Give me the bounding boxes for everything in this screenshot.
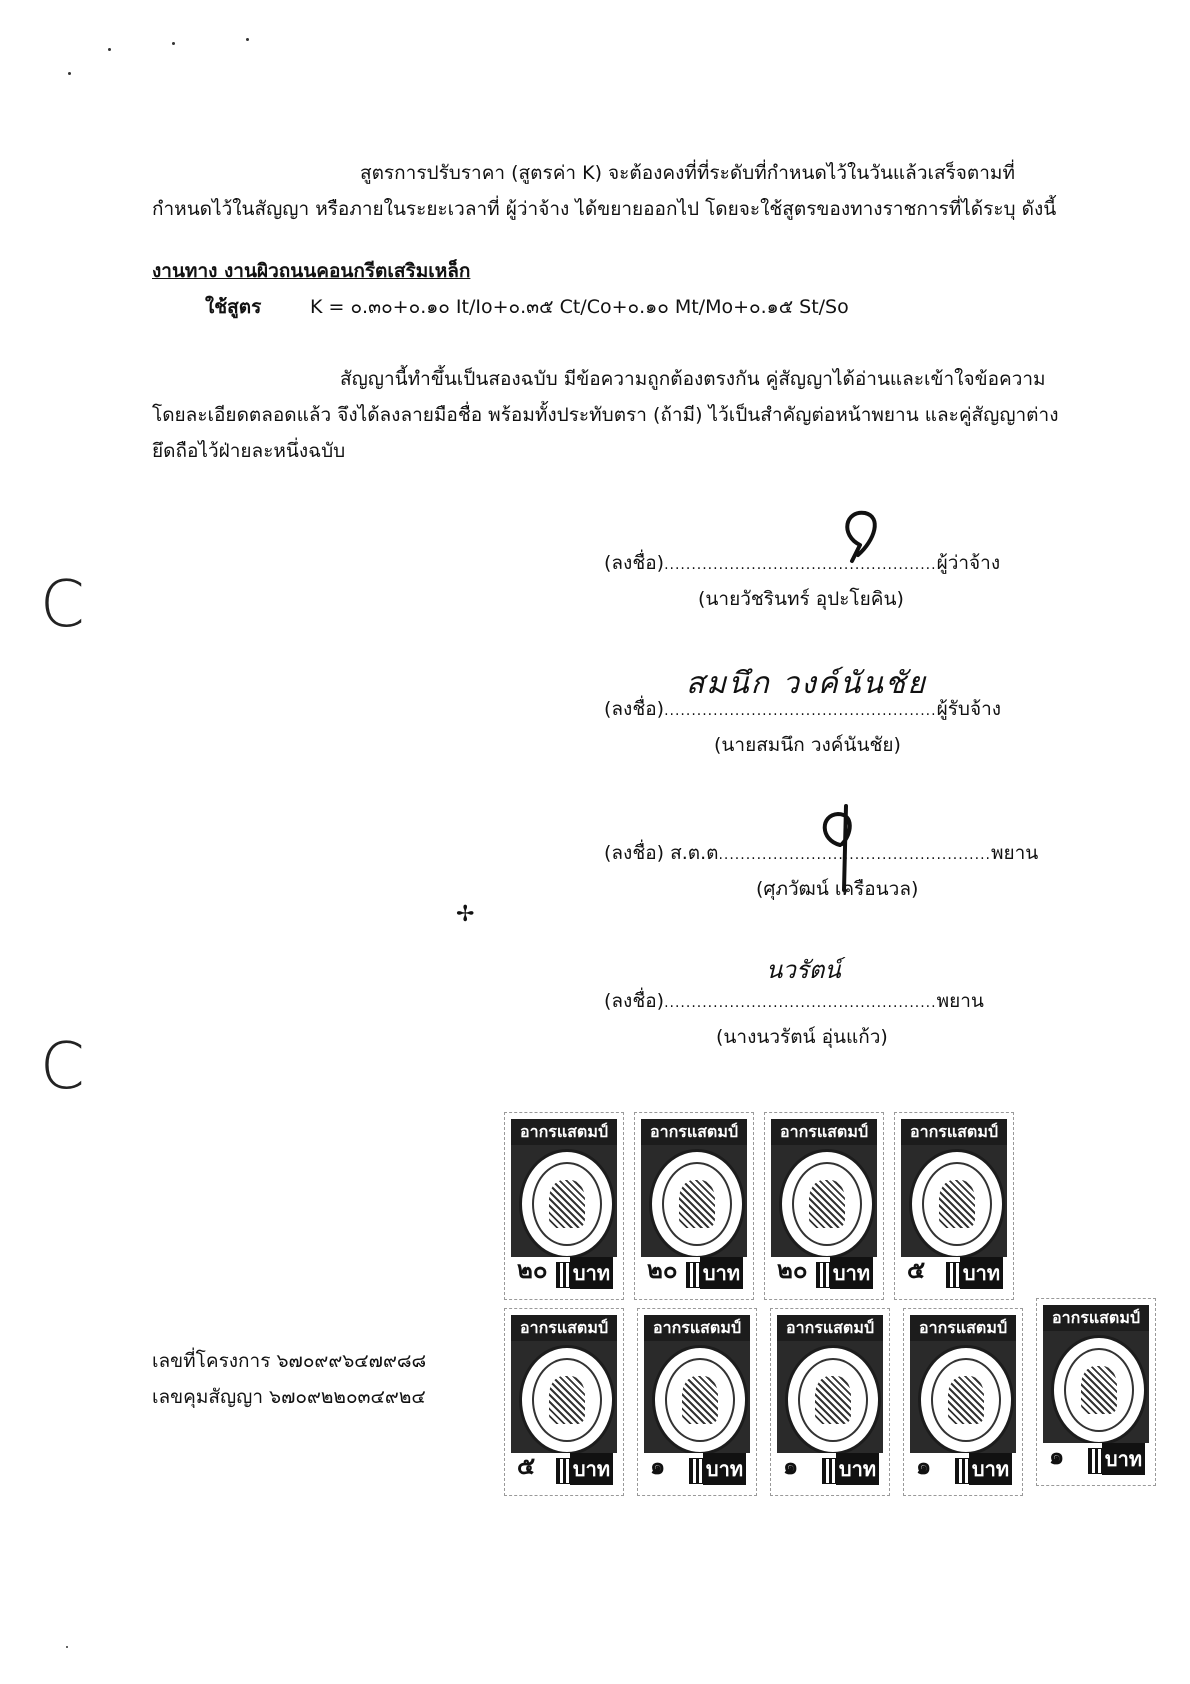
stamp-frame (1043, 1305, 1149, 1479)
scan-speck (68, 72, 71, 75)
stamp-frame (910, 1315, 1016, 1489)
stamp-unit: บาท (969, 1453, 1012, 1485)
stamp-frame (511, 1315, 617, 1489)
stamp-footer (511, 1453, 617, 1489)
stamp-emblem (779, 1149, 875, 1259)
formula-label: ใช้สูตร (205, 296, 262, 318)
stamp-header (644, 1315, 750, 1341)
stamp-header (511, 1119, 617, 1145)
stamp-footer (511, 1257, 617, 1293)
hole-punch-mark: C (40, 1030, 85, 1104)
stamp-header (1043, 1305, 1149, 1331)
stamp-unit: บาท (830, 1257, 873, 1289)
stamp-footer (644, 1453, 750, 1489)
signature-line-employer: (ลงชื่อ)..................................................ผู้ว่าจ้าง (604, 552, 1001, 574)
closing-line-1: สัญญานี้ทำขึ้นเป็นสองฉบับ มีข้อความถูกต้องตรงกัน คู่สัญญาได้อ่านและเข้าใจข้อความ (340, 368, 1046, 390)
stamp-footer (910, 1453, 1016, 1489)
revenue-stamp (770, 1308, 890, 1496)
stamp-unit: บาท (700, 1257, 743, 1289)
stamp-label: อากรแสตมป์ (779, 1122, 869, 1141)
scan-speck (66, 1646, 68, 1648)
stamp-footer (641, 1257, 747, 1293)
stamp-value: ๒๐ (647, 1256, 678, 1284)
formula: K = ๐.๓๐+๐.๑๐ It/Io+๐.๓๕ Ct/Co+๐.๑๐ Mt/Mo+๐.๑๕ St/So (310, 296, 849, 318)
stamp-label: อากรแสตมป์ (519, 1318, 609, 1337)
revenue-stamp (764, 1112, 884, 1300)
witness-2-name: (นางนวรัตน์ อุ่นแก้ว) (716, 1026, 888, 1048)
stamp-label: อากรแสตมป์ (909, 1122, 999, 1141)
witness-1-name: (ศุภวัฒน์ เครือนวล) (756, 878, 919, 900)
stamp-label: อากรแสตมป์ (649, 1122, 739, 1141)
scan-speck (246, 38, 249, 41)
stamp-frame (777, 1315, 883, 1489)
hole-punch-mark: C (40, 568, 85, 642)
revenue-stamp (634, 1112, 754, 1300)
revenue-stamp (903, 1308, 1023, 1496)
revenue-stamp (1036, 1298, 1156, 1486)
contract-number: เลขคุมสัญญา ๖๗๐๙๒๒๐๓๔๙๒๔ (152, 1386, 426, 1408)
work-heading: งานทาง งานผิวถนนคอนกรีตเสริมเหล็ก (152, 260, 471, 282)
revenue-stamp (504, 1112, 624, 1300)
stamp-header (511, 1315, 617, 1341)
stamp-footer (777, 1453, 883, 1489)
stamp-value: ๕ (907, 1256, 926, 1284)
stamp-value: ๑ (1049, 1442, 1065, 1470)
stamp-emblem (918, 1345, 1014, 1455)
signature-line-contractor: (ลงชื่อ)..................................................ผู้รับจ้าง (604, 698, 1002, 720)
stamp-header (901, 1119, 1007, 1145)
closing-line-2: โดยละเอียดตลอดแล้ว จึงได้ลงลายมือชื่อ พร้อมทั้งประทับตรา (ถ้ามี) ไว้เป็นสำคัญต่อหน้าพยาน และคู่สัญญาต่าง (152, 404, 1059, 426)
stamp-header (771, 1119, 877, 1145)
stamp-value: ๕ (517, 1452, 536, 1480)
project-number: เลขที่โครงการ ๖๗๐๙๙๖๔๗๙๘๘ (152, 1350, 427, 1372)
stamp-emblem (909, 1149, 1005, 1259)
stamp-emblem (519, 1345, 615, 1455)
stamp-unit: บาท (570, 1257, 613, 1289)
stamp-value: ๒๐ (517, 1256, 548, 1284)
stamp-value: ๑ (916, 1452, 932, 1480)
stamp-frame (511, 1119, 617, 1293)
stamp-emblem (649, 1149, 745, 1259)
stamp-emblem (1051, 1335, 1147, 1445)
employer-signature (830, 505, 890, 565)
closing-line-3: ยึดถือไว้ฝ่ายละหนึ่งฉบับ (152, 440, 346, 462)
stamp-label: อากรแสตมป์ (519, 1122, 609, 1141)
stamp-header (910, 1315, 1016, 1341)
revenue-stamp (504, 1308, 624, 1496)
witness-2-handwritten-signature: นวรัตน์ (766, 956, 841, 984)
contractor-handwritten-signature: สมนึก วงค์นันชัย (686, 666, 927, 701)
stamp-label: อากรแสตมป์ (652, 1318, 742, 1337)
stamp-footer (901, 1257, 1007, 1293)
stamp-frame (644, 1315, 750, 1489)
stamp-frame (901, 1119, 1007, 1293)
stamp-value: ๑ (783, 1452, 799, 1480)
stamp-frame (771, 1119, 877, 1293)
stamp-header (641, 1119, 747, 1145)
scan-speck (172, 42, 175, 45)
revenue-stamp (894, 1112, 1014, 1300)
stamp-footer (1043, 1443, 1149, 1479)
stamp-unit: บาท (570, 1453, 613, 1485)
stamp-value: ๑ (650, 1452, 666, 1480)
stamp-unit: บาท (836, 1453, 879, 1485)
scan-speck (108, 48, 111, 51)
stamp-unit: บาท (703, 1453, 746, 1485)
revenue-stamp (637, 1308, 757, 1496)
signature-line-witness-1: (ลงชื่อ) ส.ต.ต..................................................พยาน (604, 842, 1039, 864)
stamp-label: อากรแสตมป์ (1051, 1308, 1141, 1327)
scan-artifact: ✢ (456, 902, 475, 927)
stamp-label: อากรแสตมป์ (785, 1318, 875, 1337)
employer-name: (นายวัชรินทร์ อุปะโยคิน) (698, 588, 904, 610)
stamp-emblem (785, 1345, 881, 1455)
signature-line-witness-2: (ลงชื่อ)..................................................พยาน (604, 990, 984, 1012)
stamp-emblem (652, 1345, 748, 1455)
stamp-label: อากรแสตมป์ (918, 1318, 1008, 1337)
stamp-value: ๒๐ (777, 1256, 808, 1284)
intro-line-1: สูตรการปรับราคา (สูตรค่า K) จะต้องคงที่ที่ระดับที่กำหนดไว้ในวันแล้วเสร็จตามที่ (360, 162, 1015, 184)
stamp-emblem (519, 1149, 615, 1259)
stamp-footer (771, 1257, 877, 1293)
stamp-frame (641, 1119, 747, 1293)
stamp-header (777, 1315, 883, 1341)
contractor-name: (นายสมนึก วงค์นันชัย) (714, 734, 901, 756)
stamp-unit: บาท (1102, 1443, 1145, 1475)
intro-line-2: กำหนดไว้ในสัญญา หรือภายในระยะเวลาที่ ผู้ว่าจ้าง ได้ขยายออกไป โดยจะใช้สูตรของทางราชการที่ได้ระบุ ดังนี้ (152, 198, 1057, 220)
stamp-unit: บาท (960, 1257, 1003, 1289)
